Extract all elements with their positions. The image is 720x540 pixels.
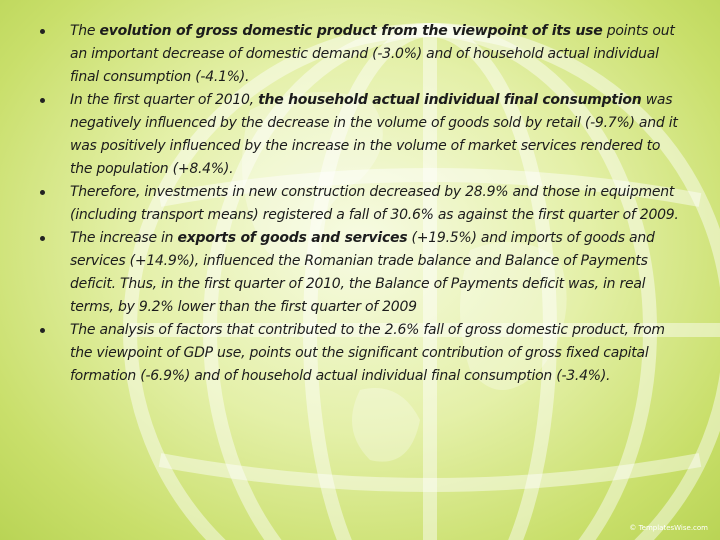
bullet-text: The (70, 23, 100, 39)
bullet-emphasis-text: the household actual individual final consumption (258, 92, 642, 108)
bullet-item (34, 181, 684, 227)
bullet-dot-icon (40, 328, 45, 333)
bullet-list (34, 20, 684, 388)
bullet-item (34, 89, 684, 181)
bullet-text: was negatively influenced by the decrease in the volume of goods sold by retail (-9.7%) and it was positively influenced by the increase in the volume of market services rendered to the population (+8.4%). (70, 92, 678, 177)
bullet-text: The increase in (70, 230, 178, 246)
bullet-content (34, 20, 684, 388)
bullet-item (34, 319, 684, 388)
bullet-dot-icon (40, 236, 45, 241)
bullet-text: Therefore, investments in new construction decreased by 28.9% and those in equipment (including transport means) registered a fall of 30.6% as against the first quarter of 2009. (70, 184, 679, 223)
footer-credit: © TemplatesWise.com (629, 524, 708, 532)
bullet-text: (+19.5%) and imports of goods and services (+14.9%), influenced the Romanian trade balance and Balance of Payments deficit. Thus, in the first quarter of 2010, the Balance of Payments deficit was, in real terms, by 9.2% lower than the first quarter of 2009 (70, 230, 655, 315)
bullet-item (34, 227, 684, 319)
bullet-emphasis-text: exports of goods and services (177, 230, 408, 246)
bullet-dot-icon (40, 29, 45, 34)
bullet-dot-icon (40, 98, 45, 103)
bullet-emphasis-text: evolution of gross domestic product from the viewpoint of its use (99, 23, 603, 39)
bullet-text: In the first quarter of 2010, (70, 92, 259, 108)
bullet-item (34, 20, 684, 89)
bullet-text: points out an important decrease of domestic demand (-3.0%) and of household actual individual final consumption (-4.1%). (70, 23, 675, 85)
bullet-dot-icon (40, 190, 45, 195)
bullet-text: The analysis of factors that contributed to the 2.6% fall of gross domestic product, from the viewpoint of GDP use, points out the significant contribution of gross fixed capital formation (-6.9%) and of household actual individual final consumption (-3.4%). (70, 322, 665, 384)
